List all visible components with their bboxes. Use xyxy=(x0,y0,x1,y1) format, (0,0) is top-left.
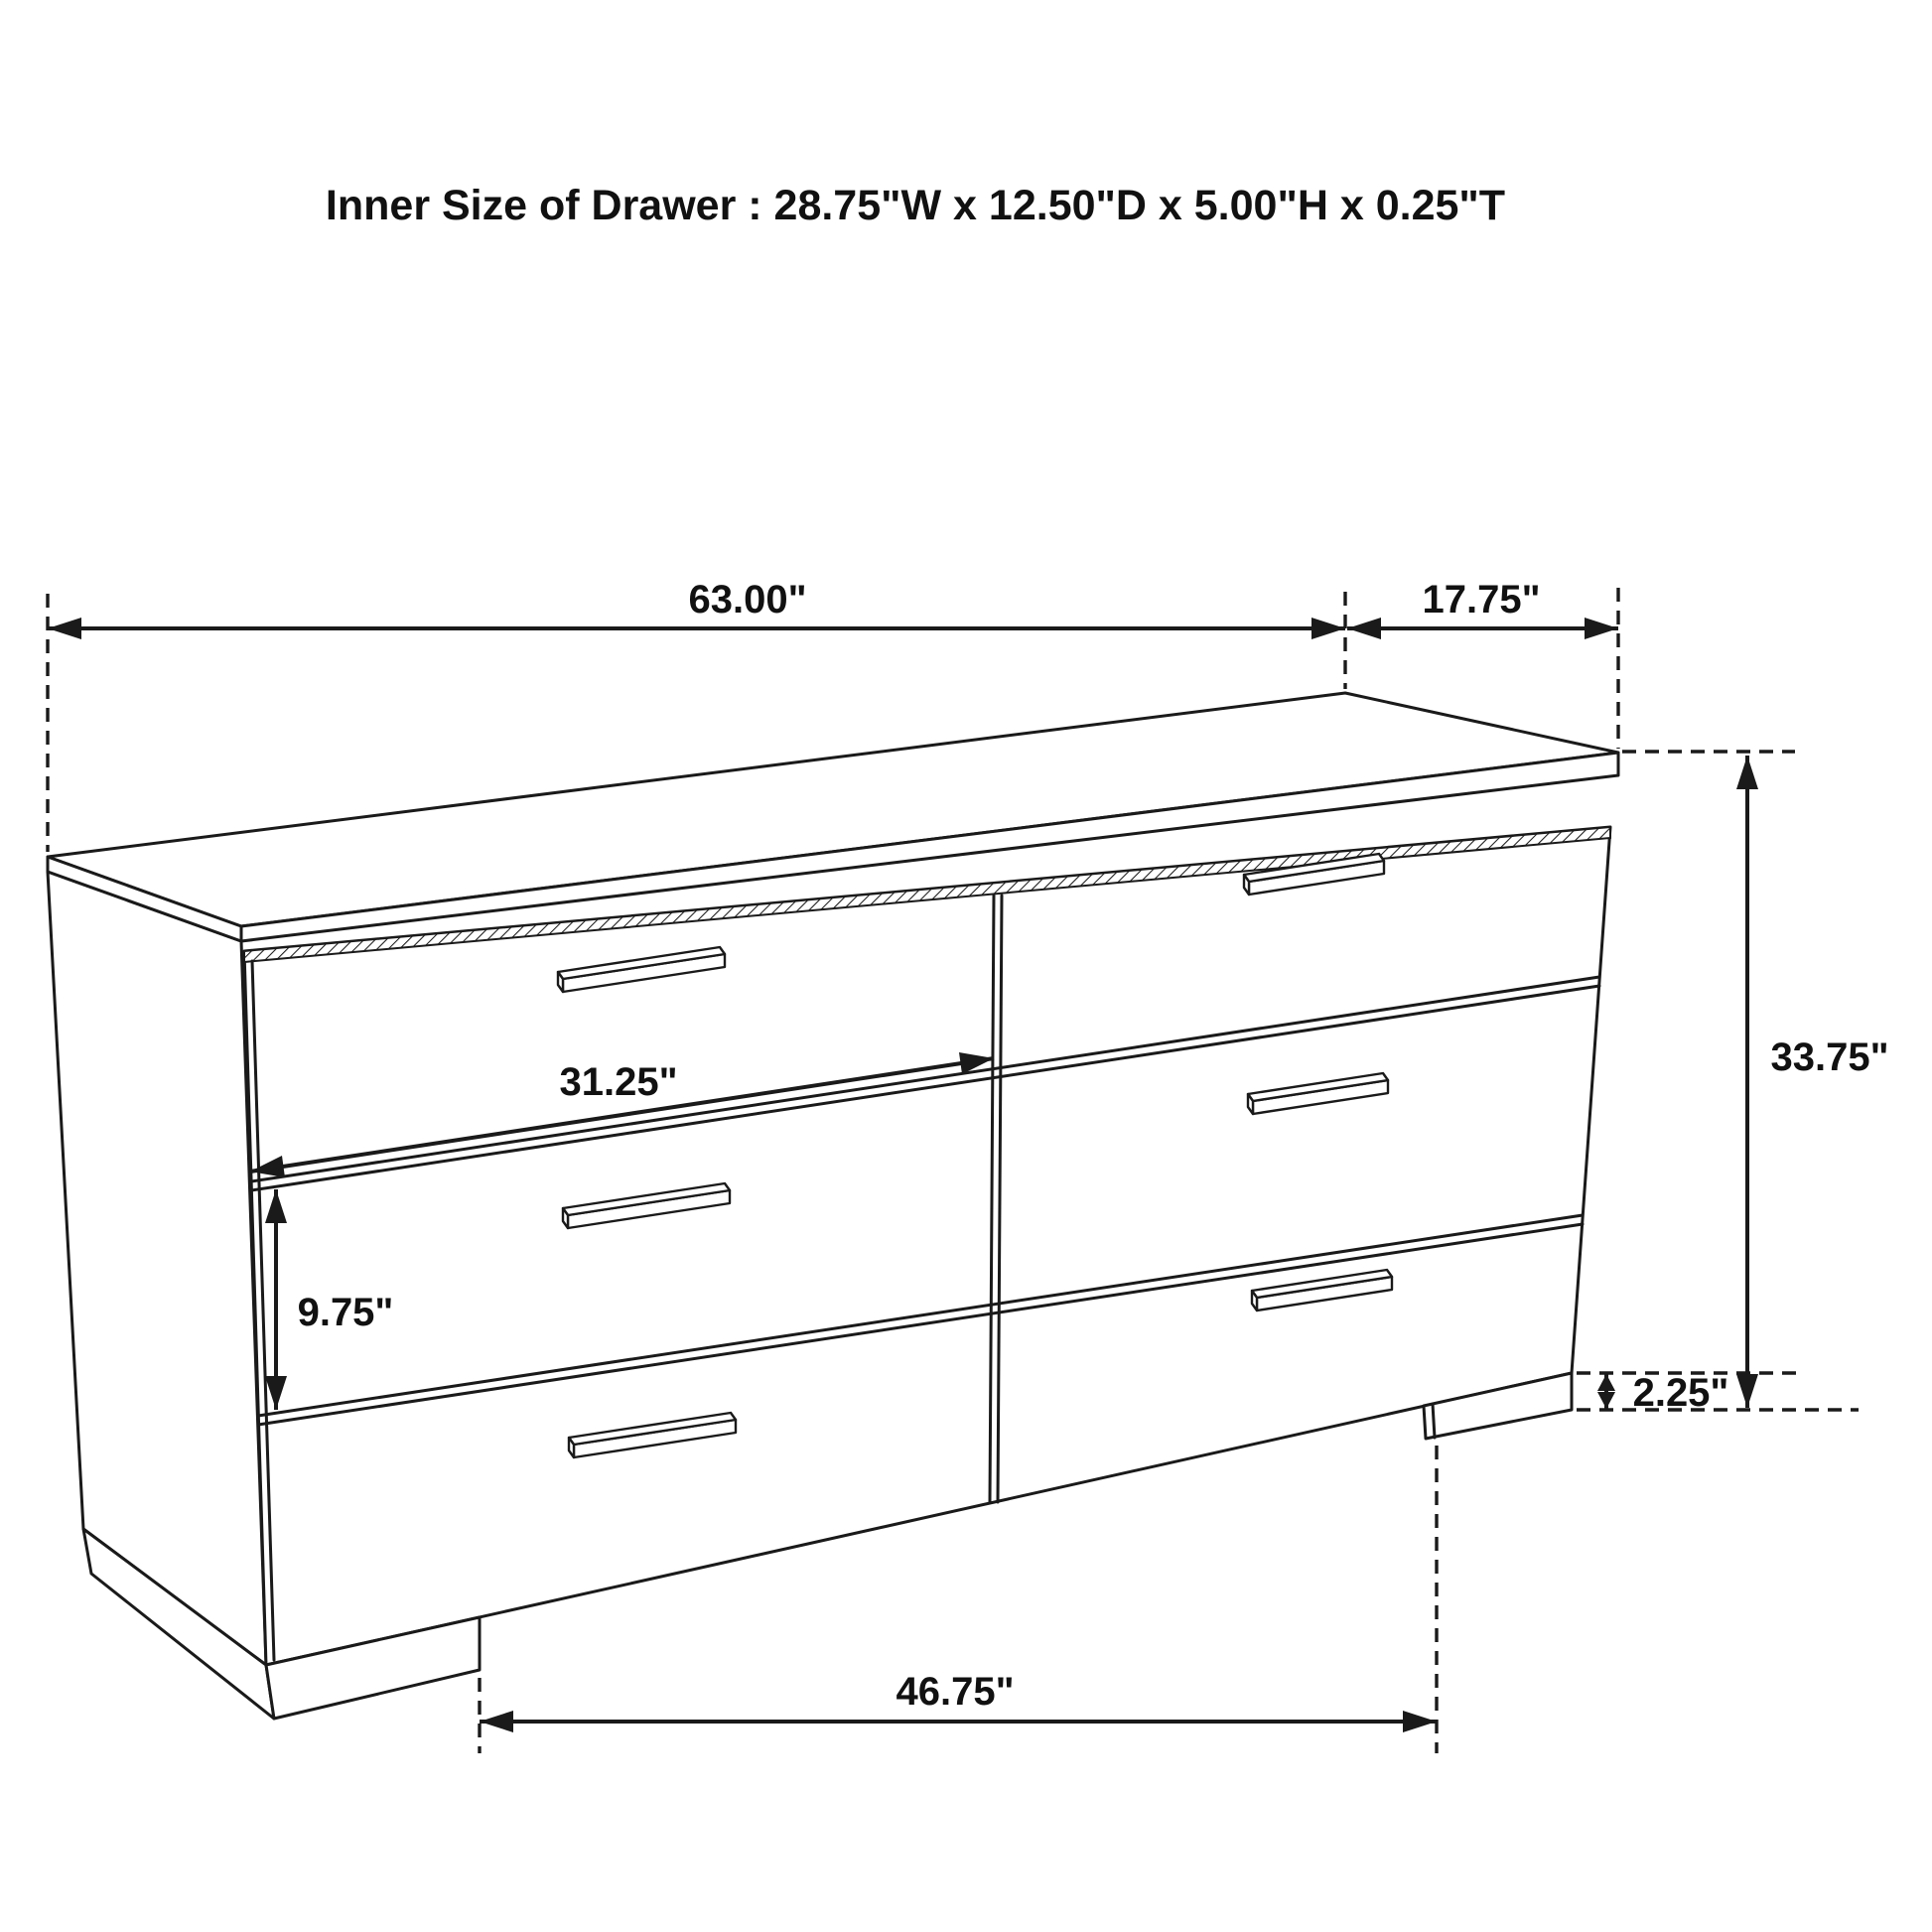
dim-label-base-span: 46.75" xyxy=(896,1670,1015,1714)
dim-label-top-depth: 17.75" xyxy=(1422,578,1541,621)
dim-label-drawer-width: 31.25" xyxy=(559,1060,678,1104)
dim-label-drawer-height: 9.75" xyxy=(297,1291,394,1334)
dim-label-overall-height: 33.75" xyxy=(1770,1035,1889,1079)
page-title: Inner Size of Drawer : 28.75"W x 12.50"D x 5.00"H x 0.25"T xyxy=(325,182,1506,229)
dim-base-span xyxy=(480,1670,1437,1732)
dresser-side-panel xyxy=(48,872,266,1665)
dresser-drawing xyxy=(48,693,1618,1719)
dim-top-depth xyxy=(1347,578,1618,639)
dim-label-overall-width: 63.00" xyxy=(688,578,807,621)
dim-leg-height xyxy=(1597,1371,1728,1415)
dim-overall-height xyxy=(1736,756,1889,1408)
dim-label-leg-height: 2.25" xyxy=(1632,1371,1729,1415)
right-leg-inner-edge xyxy=(1433,1404,1435,1438)
dresser-front-face xyxy=(244,827,1610,1665)
dim-overall-width xyxy=(48,578,1345,639)
